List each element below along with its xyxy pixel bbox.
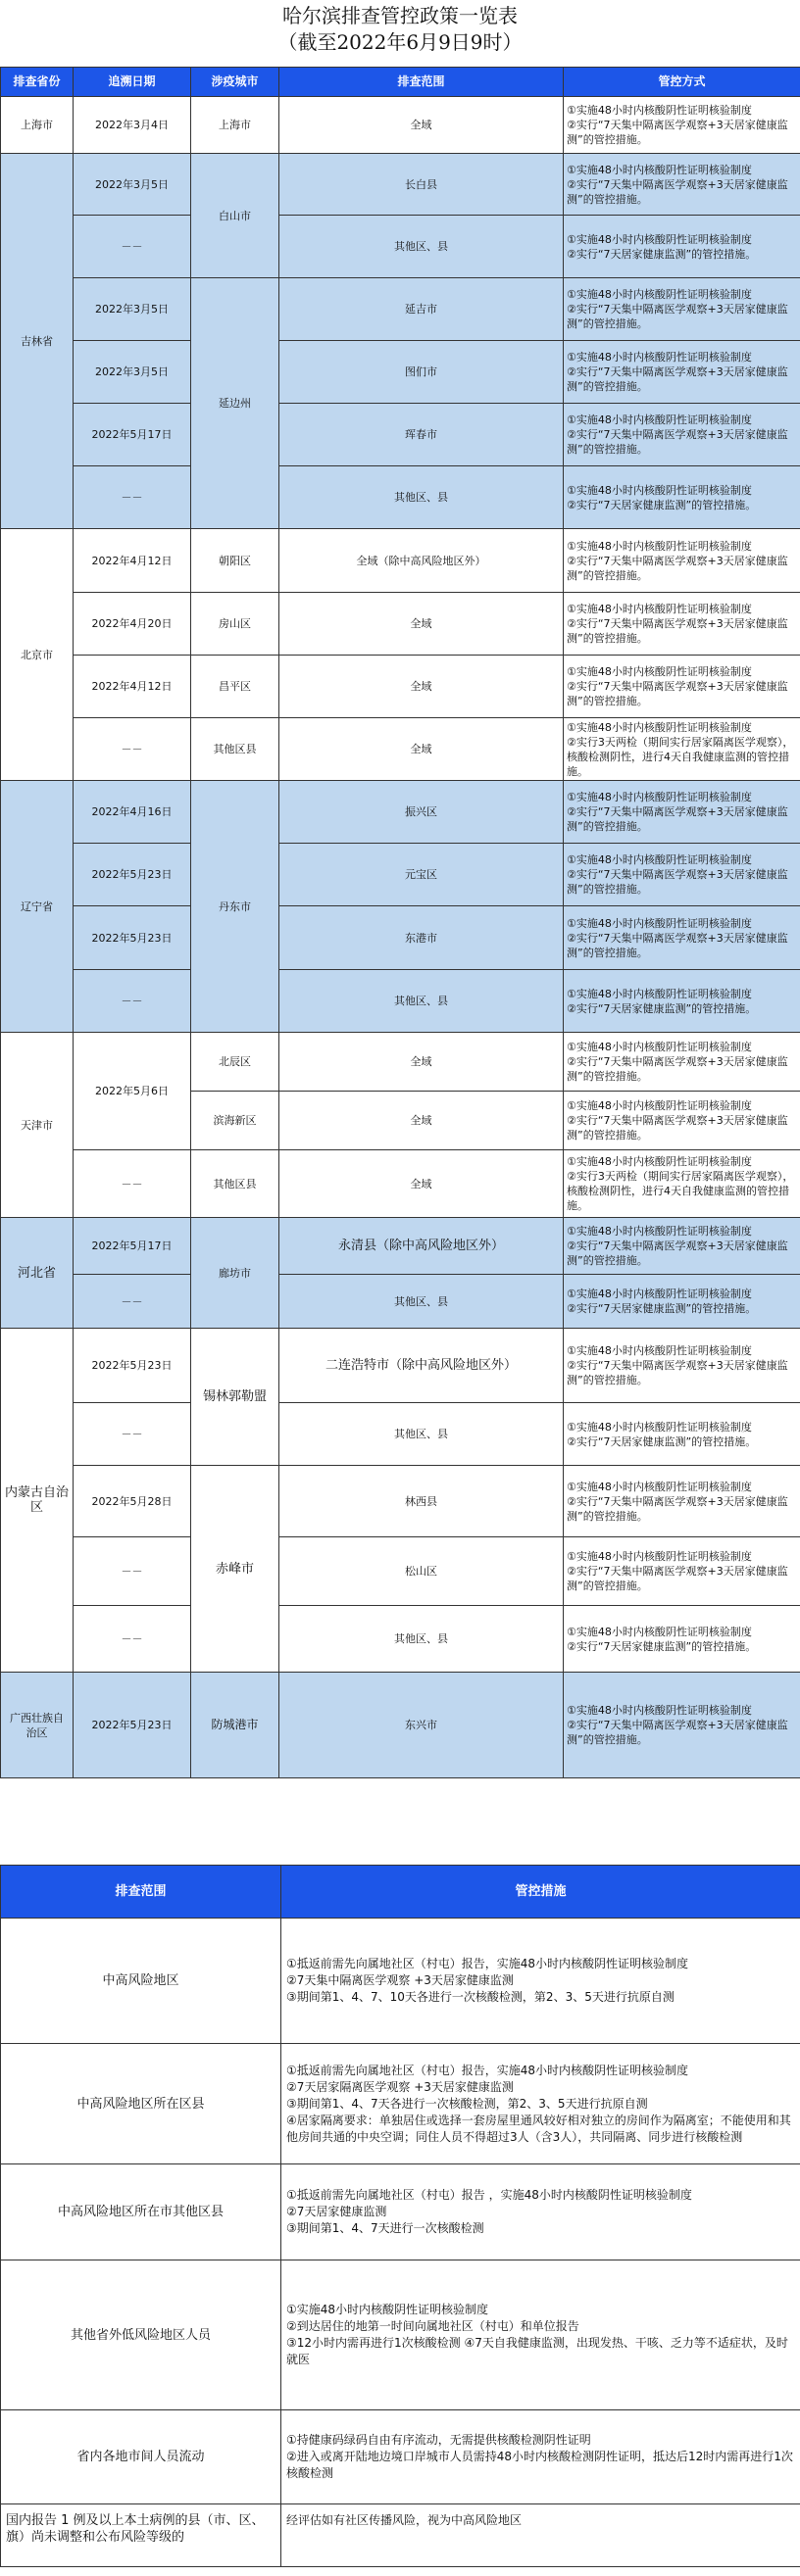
scope-cell: 全域 (279, 1033, 564, 1092)
table-row (1, 1150, 800, 1218)
measure-cell: ①实施48小时内核酸阴性证明核验制度 ②实行“7天集中隔离医学观察+3天居家健康监测”的管控措施。 (564, 1673, 800, 1778)
measure-cell: ①实施48小时内核酸阴性证明核验制度 ②实行“7天集中隔离医学观察+3天居家健康监测”的管控措施。 (564, 97, 800, 154)
table-row (1, 844, 800, 906)
scope-cell: 林西县 (279, 1466, 564, 1537)
table-row (1, 906, 800, 970)
measure-cell: ①实施48小时内核酸阴性证明核验制度 ②实行“7天集中隔离医学观察+3天居家健康监测”的管控措施。 (564, 1033, 800, 1092)
date-cell: 2022年4月16日 (74, 781, 191, 844)
province-cell: 北京市 (1, 529, 74, 781)
measure-cell: ①实施48小时内核酸阴性证明核验制度 ②实行“7天居家健康监测”的管控措施。 (564, 466, 800, 529)
table-row (1, 529, 800, 593)
date-cell: 2022年4月20日 (74, 593, 191, 656)
scope-cell: 其他省外低风险地区人员 (1, 2260, 281, 2410)
header-scope: 排查范围 (1, 1866, 281, 1919)
table-row (1, 1218, 800, 1275)
table-row (1, 593, 800, 656)
measure-cell: ①实施48小时内核酸阴性证明核验制度 ②实行“7天集中隔离医学观察+3天居家健康监测”的管控措施。 (564, 278, 800, 341)
table-header-row (1, 68, 800, 97)
table-row (1, 1403, 800, 1466)
date-cell: －－ (74, 1150, 191, 1218)
scope-cell: 珲春市 (279, 404, 564, 466)
title-line-1: 哈尔滨排查管控政策一览表 (282, 4, 518, 27)
measure-cell: ①实施48小时内核酸阴性证明核验制度 ②实行“7天集中隔离医学观察+3天居家健康监测”的管控措施。 (564, 1218, 800, 1275)
city-cell: 朝阳区 (191, 529, 279, 593)
scope-cell: 其他区、县 (279, 1403, 564, 1466)
table-row (1, 1673, 800, 1778)
city-cell: 北辰区 (191, 1033, 279, 1092)
table-row (1, 2260, 800, 2410)
measure-cell: ①实施48小时内核酸阴性证明核验制度 ②实行3天两检（期间实行居家隔离医学观察），核酸检测阴性，进行4天自我健康监测的管控措施。 (564, 1150, 800, 1218)
table-row (1, 1537, 800, 1606)
measure-cell: ①实施48小时内核酸阴性证明核验制度 ②实行“7天居家健康监测”的管控措施。 (564, 1403, 800, 1466)
header-city: 涉疫城市 (191, 68, 279, 97)
date-cell: －－ (74, 216, 191, 278)
table-row (1, 656, 800, 718)
scope-cell: 其他区、县 (279, 216, 564, 278)
scope-cell: 振兴区 (279, 781, 564, 844)
date-cell: －－ (74, 1403, 191, 1466)
date-cell: －－ (74, 1606, 191, 1673)
scope-cell: 全域 (279, 593, 564, 656)
city-cell: 其他区县 (191, 718, 279, 781)
measure-cell: ①实施48小时内核酸阴性证明核验制度 ②实行“7天集中隔离医学观察+3天居家健康监测”的管控措施。 (564, 1329, 800, 1403)
city-cell: 赤峰市 (191, 1466, 279, 1673)
scope-cell: 全域 (279, 718, 564, 781)
province-cell: 吉林省 (1, 154, 74, 529)
table-row (1, 1466, 800, 1537)
date-cell: －－ (74, 466, 191, 529)
table-row (1, 1033, 800, 1092)
table-row (1, 781, 800, 844)
title-line-2: （截至2022年6月9日9时） (277, 30, 523, 54)
measure-cell: ①实施48小时内核酸阴性证明核验制度 ②实行“7天集中隔离医学观察+3天居家健康监测”的管控措施。 (564, 593, 800, 656)
scope-cell: 二连浩特市（除中高风险地区外） (279, 1329, 564, 1403)
measure-cell: ①实施48小时内核酸阴性证明核验制度 ②实行“7天居家健康监测”的管控措施。 (564, 216, 800, 278)
scope-cell: 中高风险地区所在区县 (1, 2044, 281, 2164)
scope-cell: 省内各地市间人员流动 (1, 2410, 281, 2504)
header-measure: 管控方式 (564, 68, 800, 97)
date-cell: －－ (74, 718, 191, 781)
measure-cell: ①实施48小时内核酸阴性证明核验制度 ②实行“7天集中隔离医学观察+3天居家健康监测”的管控措施。 (564, 656, 800, 718)
date-cell: 2022年5月6日 (74, 1033, 191, 1150)
table-row (1, 216, 800, 278)
scope-cell: 全域 (279, 1150, 564, 1218)
table-row (1, 2044, 800, 2164)
measure-cell: ①实施48小时内核酸阴性证明核验制度 ②实行“7天居家健康监测”的管控措施。 (564, 1275, 800, 1329)
date-cell: 2022年4月12日 (74, 529, 191, 593)
province-cell: 河北省 (1, 1218, 74, 1329)
table-row (1, 2164, 800, 2260)
city-cell: 丹东市 (191, 781, 279, 1033)
table-row (1, 154, 800, 216)
province-cell: 广西壮族自治区 (1, 1673, 74, 1778)
scope-cell: 其他区、县 (279, 970, 564, 1033)
table-row (1, 341, 800, 404)
scope-cell: 其他区、县 (279, 1275, 564, 1329)
date-cell: 2022年5月23日 (74, 844, 191, 906)
scope-cell: 全域 (279, 97, 564, 154)
scope-cell: 全域 (279, 1092, 564, 1150)
measure-cell: ①实施48小时内核酸阴性证明核验制度 ②实行“7天集中隔离医学观察+3天居家健康监测”的管控措施。 (564, 1092, 800, 1150)
measure-cell: ①实施48小时内核酸阴性证明核验制度 ②实行“7天居家健康监测”的管控措施。 (564, 970, 800, 1033)
measure-cell: ①实施48小时内核酸阴性证明核验制度 ②实行3天两检（期间实行居家隔离医学观察），核酸检测阴性，进行4天自我健康监测的管控措施。 (564, 718, 800, 781)
table-row (1, 278, 800, 341)
header-province: 排查省份 (1, 68, 74, 97)
province-cell: 辽宁省 (1, 781, 74, 1033)
city-cell: 滨海新区 (191, 1092, 279, 1150)
table-row (1, 2504, 800, 2567)
measure-cell: ①实施48小时内核酸阴性证明核验制度 ②实行“7天集中隔离医学观察+3天居家健康监测”的管控措施。 (564, 404, 800, 466)
city-cell: 上海市 (191, 97, 279, 154)
table-row (1, 970, 800, 1033)
measure-cell: ①实施48小时内核酸阴性证明核验制度 ②实行“7天居家健康监测”的管控措施。 (564, 1606, 800, 1673)
table-row (1, 404, 800, 466)
header-scope: 排查范围 (279, 68, 564, 97)
date-cell: 2022年5月17日 (74, 404, 191, 466)
table-row (1, 466, 800, 529)
date-cell: －－ (74, 1275, 191, 1329)
table-row (1, 1606, 800, 1673)
header-date: 追溯日期 (74, 68, 191, 97)
scope-cell: 其他区、县 (279, 1606, 564, 1673)
scope-cell: 元宝区 (279, 844, 564, 906)
city-cell: 昌平区 (191, 656, 279, 718)
scope-cell: 其他区、县 (279, 466, 564, 529)
city-cell: 房山区 (191, 593, 279, 656)
date-cell: 2022年5月17日 (74, 1218, 191, 1275)
header-measure: 管控措施 (281, 1866, 800, 1919)
measure-cell: 经评估如有社区传播风险，视为中高风险地区 (281, 2504, 800, 2567)
table-header-row (1, 1866, 800, 1919)
measure-cell: ①实施48小时内核酸阴性证明核验制度 ②实行“7天集中隔离医学观察+3天居家健康监测”的管控措施。 (564, 781, 800, 844)
city-cell: 其他区县 (191, 1150, 279, 1218)
measure-cell: ①抵返前需先向属地社区（村屯）报告，实施48小时内核酸阴性证明核验制度 ②7天集中隔离医学观察 +3天居家健康监测 ③期间第1、4、7、10天各进行一次核酸检测，第2、3、5天进行抗原自测 (281, 1919, 800, 2044)
table-row (1, 1275, 800, 1329)
date-cell: 2022年4月12日 (74, 656, 191, 718)
date-cell: －－ (74, 1537, 191, 1606)
date-cell: 2022年5月28日 (74, 1466, 191, 1537)
page-title (0, 0, 800, 56)
city-cell: 延边州 (191, 278, 279, 529)
city-cell: 防城港市 (191, 1673, 279, 1778)
measure-cell: ①实施48小时内核酸阴性证明核验制度 ②到达居住的地第一时间向属地社区（村屯）和单位报告 ③12小时内需再进行1次核酸检测 ④7天自我健康监测，出现发热、干咳、乏力等不适症状，及时就医 (281, 2260, 800, 2410)
city-cell: 锡林郭勒盟 (191, 1329, 279, 1466)
scope-cell: 松山区 (279, 1537, 564, 1606)
measure-cell: ①实施48小时内核酸阴性证明核验制度 ②实行“7天集中隔离医学观察+3天居家健康监测”的管控措施。 (564, 341, 800, 404)
risk-area-measures-table (0, 1865, 800, 2567)
table-row (1, 1919, 800, 2044)
table-row (1, 718, 800, 781)
measure-cell: ①持健康码绿码自由有序流动，无需提供核酸检测阴性证明 ②进入或离开陆地边境口岸城市人员需持48小时内核酸检测阴性证明，抵达后12时内需再进行1次核酸检测 (281, 2410, 800, 2504)
province-cell: 天津市 (1, 1033, 74, 1218)
scope-cell: 图们市 (279, 341, 564, 404)
measure-cell: ①实施48小时内核酸阴性证明核验制度 ②实行“7天集中隔离医学观察+3天居家健康监测”的管控措施。 (564, 906, 800, 970)
measure-cell: ①实施48小时内核酸阴性证明核验制度 ②实行“7天集中隔离医学观察+3天居家健康监测”的管控措施。 (564, 844, 800, 906)
scope-cell: 全域 (279, 656, 564, 718)
scope-cell: 东港市 (279, 906, 564, 970)
province-cell: 内蒙古自治区 (1, 1329, 74, 1673)
date-cell: 2022年5月23日 (74, 1329, 191, 1403)
scope-cell: 延吉市 (279, 278, 564, 341)
date-cell: －－ (74, 970, 191, 1033)
date-cell: 2022年5月23日 (74, 1673, 191, 1778)
scope-cell: 长白县 (279, 154, 564, 216)
scope-cell: 中高风险地区所在市其他区县 (1, 2164, 281, 2260)
measure-cell: ①抵返前需先向属地社区（村屯）报告 ，实施48小时内核酸阴性证明核验制度 ②7天居家健康监测 ③期间第1、4、7天进行一次核酸检测 (281, 2164, 800, 2260)
city-cell: 廊坊市 (191, 1218, 279, 1329)
date-cell: 2022年3月5日 (74, 341, 191, 404)
table-row (1, 1329, 800, 1403)
measure-cell: ①实施48小时内核酸阴性证明核验制度 ②实行“7天集中隔离医学观察+3天居家健康监测”的管控措施。 (564, 1466, 800, 1537)
scope-cell: 全域（除中高风险地区外） (279, 529, 564, 593)
table-row (1, 2410, 800, 2504)
scope-cell: 永清县（除中高风险地区外） (279, 1218, 564, 1275)
measure-cell: ①抵返前需先向属地社区（村屯）报告，实施48小时内核酸阴性证明核验制度 ②7天居家隔离医学观察 +3天居家健康监测 ③期间第1、4、7天各进行一次核酸检测，第2、3、5天进行抗原自测 ④居家隔离要求：单独居住或选择一套房屋里通风较好相对独立的房间作为隔离室；不能使用和其他房间共通的中央空调；同住人员不得超过3人（含3人），共同隔离、同步进行核酸检测 (281, 2044, 800, 2164)
scope-cell: 国内报告 1 例及以上本土病例的县（市、区、旗）尚未调整和公布风险等级的 (1, 2504, 281, 2567)
scope-cell: 东兴市 (279, 1673, 564, 1778)
control-policy-table (0, 67, 800, 1778)
date-cell: 2022年3月4日 (74, 97, 191, 154)
city-cell: 白山市 (191, 154, 279, 278)
measure-cell: ①实施48小时内核酸阴性证明核验制度 ②实行“7天集中隔离医学观察+3天居家健康监测”的管控措施。 (564, 1537, 800, 1606)
measure-cell: ①实施48小时内核酸阴性证明核验制度 ②实行“7天集中隔离医学观察+3天居家健康监测”的管控措施。 (564, 154, 800, 216)
scope-cell: 中高风险地区 (1, 1919, 281, 2044)
table-row (1, 97, 800, 154)
date-cell: 2022年5月23日 (74, 906, 191, 970)
date-cell: 2022年3月5日 (74, 278, 191, 341)
province-cell: 上海市 (1, 97, 74, 154)
measure-cell: ①实施48小时内核酸阴性证明核验制度 ②实行“7天集中隔离医学观察+3天居家健康监测”的管控措施。 (564, 529, 800, 593)
date-cell: 2022年3月5日 (74, 154, 191, 216)
